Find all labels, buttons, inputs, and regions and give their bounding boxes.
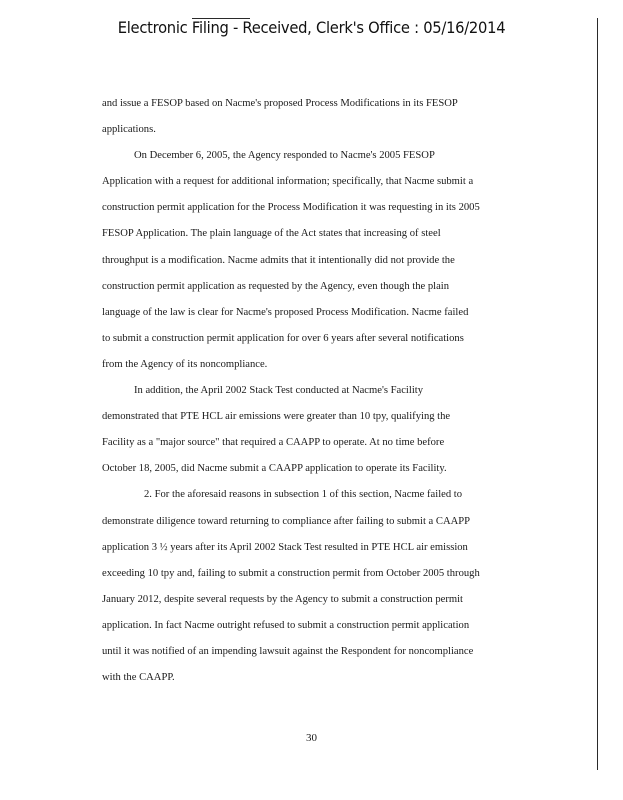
- paragraph-start-line: In addition, the April 2002 Stack Test conducted at Nacme's Facility: [134, 385, 423, 397]
- text-line: throughput is a modification. Nacme admits that it intentionally did not provide the: [102, 254, 455, 266]
- text-line: application 3 ½ years after its April 2002 Stack Test resulted in PTE HCL air emission: [102, 541, 468, 553]
- text-line: language of the law is clear for Nacme's proposed Process Modification. Nacme failed: [102, 306, 469, 318]
- right-margin-rule: [597, 18, 598, 770]
- text-line: until it was notified of an impending lawsuit against the Respondent for noncompliance: [102, 645, 474, 657]
- text-line: demonstrated that PTE HCL air emissions were greater than 10 tpy, qualifying the: [102, 411, 451, 423]
- text-line: Application with a request for additional information; specifically, that Nacme submit a: [102, 176, 474, 188]
- text-line: exceeding 10 tpy and, failing to submit a construction permit from October 2005 through: [102, 567, 480, 579]
- text-line: applications.: [102, 124, 156, 136]
- text-line: construction permit application as requested by the Agency, even though the plain: [102, 280, 450, 292]
- paragraph-start-line: On December 6, 2005, the Agency responded to Nacme's 2005 FESOP: [134, 150, 435, 162]
- text-line: to submit a construction permit application for over 6 years after several notifications: [102, 332, 464, 344]
- text-line: construction permit application for the Process Modification it was requesting in its 2005: [102, 202, 480, 214]
- numbered-paragraph-line: 2. For the aforesaid reasons in subsection 1 of this section, Nacme failed to: [144, 489, 463, 501]
- document-body: [102, 91, 514, 691]
- filing-stamp: Electronic Filing - Received, Clerk's Office : 05/16/2014: [117, 18, 506, 37]
- text-line: Facility as a "major source" that required a CAAPP to operate. At no time before: [102, 437, 445, 449]
- text-line: January 2012, despite several requests by the Agency to submit a construction permit: [102, 593, 463, 605]
- text-line: demonstrate diligence toward returning to compliance after failing to submit a CAAPP: [102, 515, 471, 527]
- page-number: 30: [306, 732, 317, 744]
- text-line: from the Agency of its noncompliance.: [102, 358, 268, 370]
- text-line: application. In fact Nacme outright refused to submit a construction permit application: [102, 619, 470, 631]
- text-line: with the CAAPP.: [102, 672, 175, 684]
- text-line: and issue a FESOP based on Nacme's proposed Process Modifications in its FESOP: [102, 98, 458, 109]
- text-line: October 18, 2005, did Nacme submit a CAAPP application to operate its Facility.: [102, 463, 447, 475]
- text-line: FESOP Application. The plain language of the Act states that increasing of steel: [102, 228, 441, 240]
